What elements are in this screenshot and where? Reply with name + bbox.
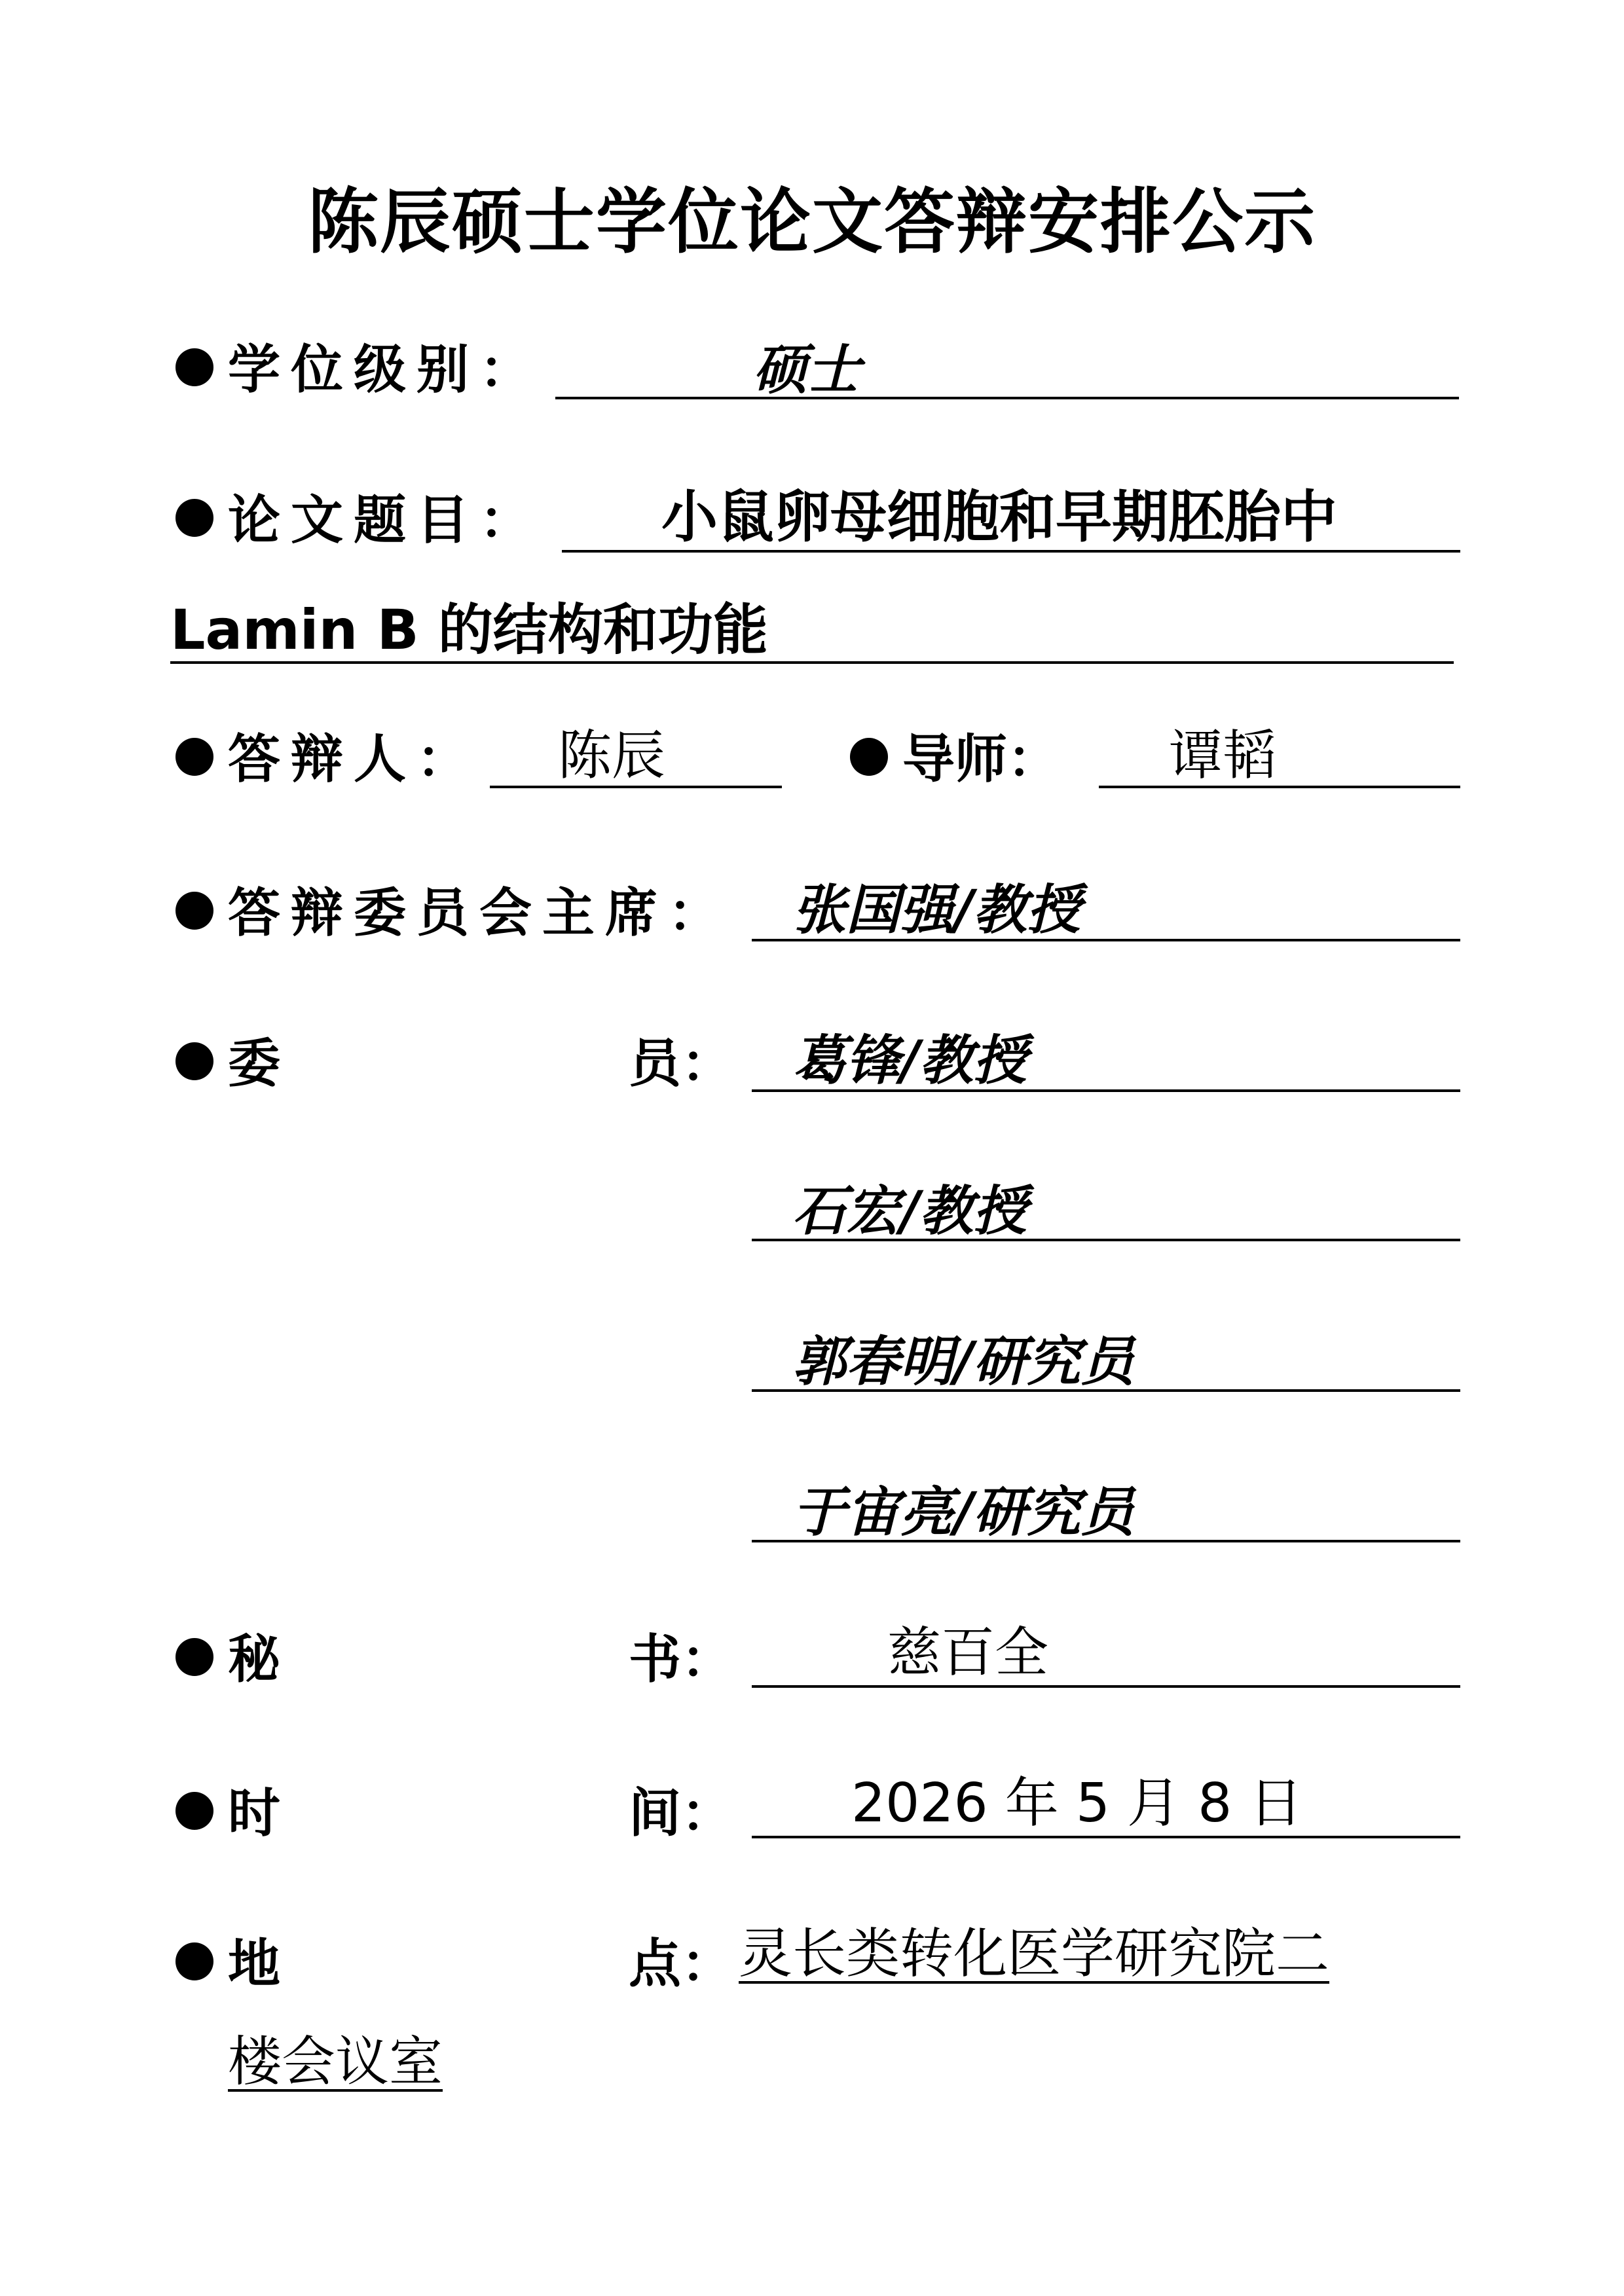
advisor-underline <box>1099 786 1460 788</box>
bullet-icon <box>175 499 213 537</box>
place-value-line2: 楼会议室 <box>228 2031 443 2093</box>
bullet-icon <box>175 1042 213 1080</box>
bullet-icon <box>175 1638 213 1676</box>
member-underline-3 <box>752 1389 1460 1392</box>
advisor-label: 导师： <box>902 729 1060 790</box>
chair-underline <box>752 939 1460 941</box>
time-label-b: 间： <box>629 1783 733 1844</box>
member-1: 葛锋/教授 <box>792 1029 1027 1092</box>
member-4: 于宙亮/研究员 <box>792 1481 1134 1544</box>
advisor-value: 谭韬 <box>1169 725 1277 787</box>
secretary-label-b: 书： <box>629 1629 733 1690</box>
place-value-line1: 灵长类转化医学研究院二 <box>739 1923 1330 1985</box>
thesis-underline-2 <box>170 661 1454 664</box>
defender-underline <box>490 786 782 788</box>
member-underline-2 <box>752 1239 1460 1241</box>
members-label-b: 员： <box>629 1033 733 1094</box>
degree-value: 硕士 <box>753 338 860 401</box>
secretary-underline <box>752 1685 1460 1688</box>
thesis-underline-1 <box>562 550 1460 553</box>
bullet-icon <box>850 738 888 776</box>
member-underline-1 <box>752 1089 1460 1092</box>
bullet-icon <box>175 348 213 386</box>
chair-label: 答辩委员会主席： <box>228 883 731 943</box>
place-label-b: 点： <box>629 1933 733 1994</box>
defender-value: 陈辰 <box>558 725 666 787</box>
secretary-label-a: 秘 <box>228 1629 280 1690</box>
time-value: 2026 年 5 月 8 日 <box>851 1772 1303 1834</box>
member-2: 石宏/教授 <box>792 1180 1027 1243</box>
defender-label: 答辩人： <box>228 729 479 790</box>
bullet-icon <box>175 1792 213 1830</box>
bullet-icon <box>175 738 213 776</box>
bullet-icon <box>175 892 213 930</box>
members-label-a: 委 <box>228 1033 280 1094</box>
chair-value: 张国强/教授 <box>792 879 1080 941</box>
degree-underline <box>555 397 1459 399</box>
member-3: 郭春明/研究员 <box>792 1330 1134 1393</box>
page-title: 陈辰硕士学位论文答辩安排公示 <box>307 181 1316 263</box>
secretary-value: 慈百全 <box>887 1622 1049 1684</box>
place-label-a: 地 <box>228 1933 280 1994</box>
bullet-icon <box>175 1942 213 1980</box>
thesis-title-line2: Lamin B 的结构和功能 <box>170 598 768 662</box>
time-label-a: 时 <box>228 1783 280 1844</box>
time-underline <box>752 1836 1460 1838</box>
thesis-label: 论文题目： <box>228 490 542 551</box>
member-underline-4 <box>752 1540 1460 1542</box>
thesis-title-line1: 小鼠卵母细胞和早期胚胎中 <box>661 484 1337 550</box>
degree-label: 学位级别： <box>228 339 542 400</box>
